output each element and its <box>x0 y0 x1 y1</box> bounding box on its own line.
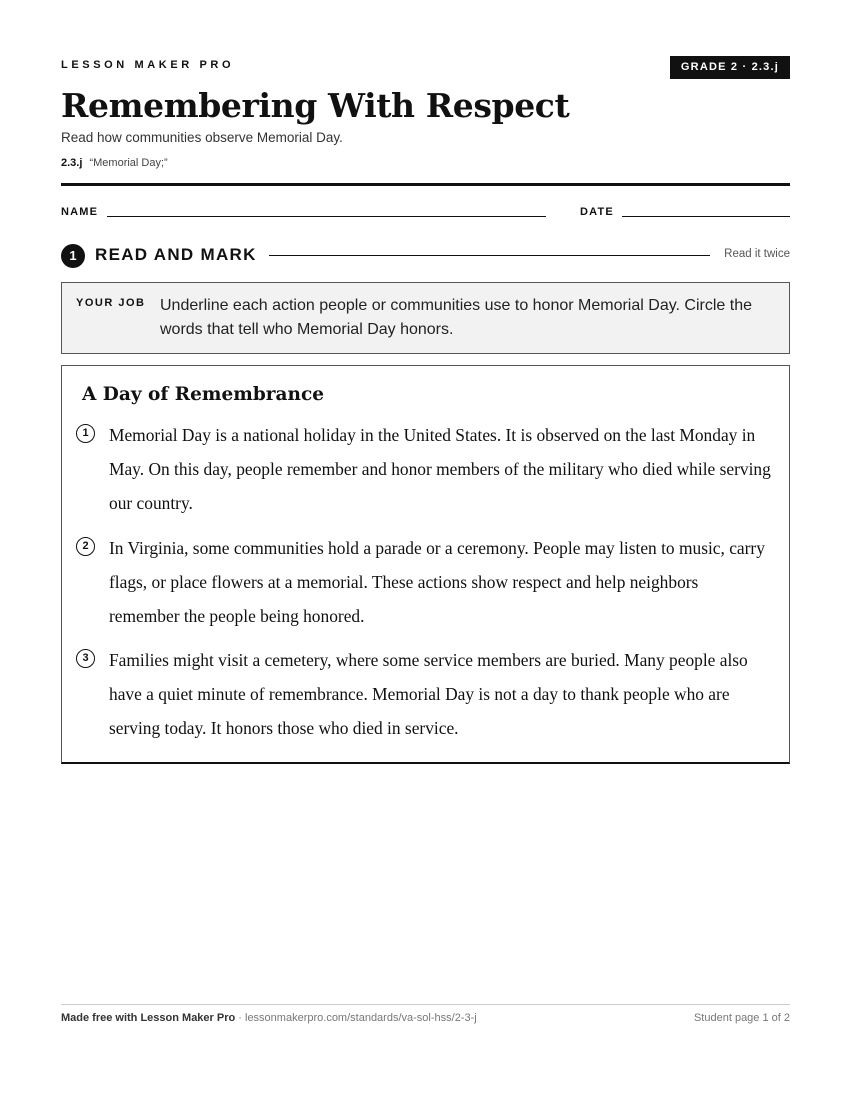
name-field[interactable] <box>107 216 546 217</box>
footer-separator: · <box>235 1012 245 1024</box>
page-title: Remembering With Respect <box>61 86 570 125</box>
standard-code: 2.3.j <box>61 157 83 169</box>
footer-made-with: Made free with Lesson Maker Pro <box>61 1012 236 1024</box>
instructions-text: Underline each action people or communities use to honor Memorial Day. Circle the words that tell who Memorial Day honors. <box>160 297 752 338</box>
paragraph-number: 1 <box>76 424 95 443</box>
worksheet-page <box>61 0 790 1100</box>
section-title: READ AND MARK <box>95 245 257 264</box>
header-divider <box>61 183 790 186</box>
section-header <box>61 243 790 269</box>
page-subtitle: Read how communities observe Memorial Day. <box>61 130 343 145</box>
standard-text: “Memorial Day;” <box>89 157 168 169</box>
section-divider <box>269 255 710 256</box>
date-field[interactable] <box>622 216 790 217</box>
name-date-row <box>61 204 790 220</box>
footer-page-number: Student page 1 of 2 <box>693 1012 790 1024</box>
grade-badge: GRADE 2 · 2.3.j <box>670 56 790 79</box>
standard-reference <box>61 157 168 169</box>
paragraph-number: 3 <box>76 649 95 668</box>
header-row <box>61 56 790 80</box>
paragraph-text: Families might visit a cemetery, where some service members are buried. Many people also have a quiet minute of remembrance. Memorial Day is not a day to thank people who are serving today. It honors those who died in service. <box>109 650 748 738</box>
passage-title: A Day of Remembrance <box>82 384 324 405</box>
footer-divider <box>61 1004 790 1005</box>
footer-credit <box>61 1012 477 1024</box>
instructions-box <box>61 282 790 354</box>
reading-passage <box>61 365 790 764</box>
paragraph-number: 2 <box>76 537 95 556</box>
paragraph-text: In Virginia, some communities hold a parade or a ceremony. People may listen to music, carry flags, or place flowers at a memorial. These actions show respect and help neighbors remember the people being honored. <box>109 538 765 626</box>
section-note: Read it twice <box>724 248 790 260</box>
paragraph-text: Memorial Day is a national holiday in the United States. It is observed on the last Monday in May. On this day, people remember and honor members of the military who died while serving our country. <box>109 425 771 513</box>
date-label: DATE <box>580 206 614 218</box>
brand-name: LESSON MAKER PRO <box>61 59 235 71</box>
instructions-label: YOUR JOB <box>76 297 146 309</box>
step-number-badge: 1 <box>61 244 85 268</box>
footer-url[interactable]: lessonmakerpro.com/standards/va-sol-hss/2-3-j <box>245 1012 477 1024</box>
name-label: NAME <box>61 206 99 218</box>
